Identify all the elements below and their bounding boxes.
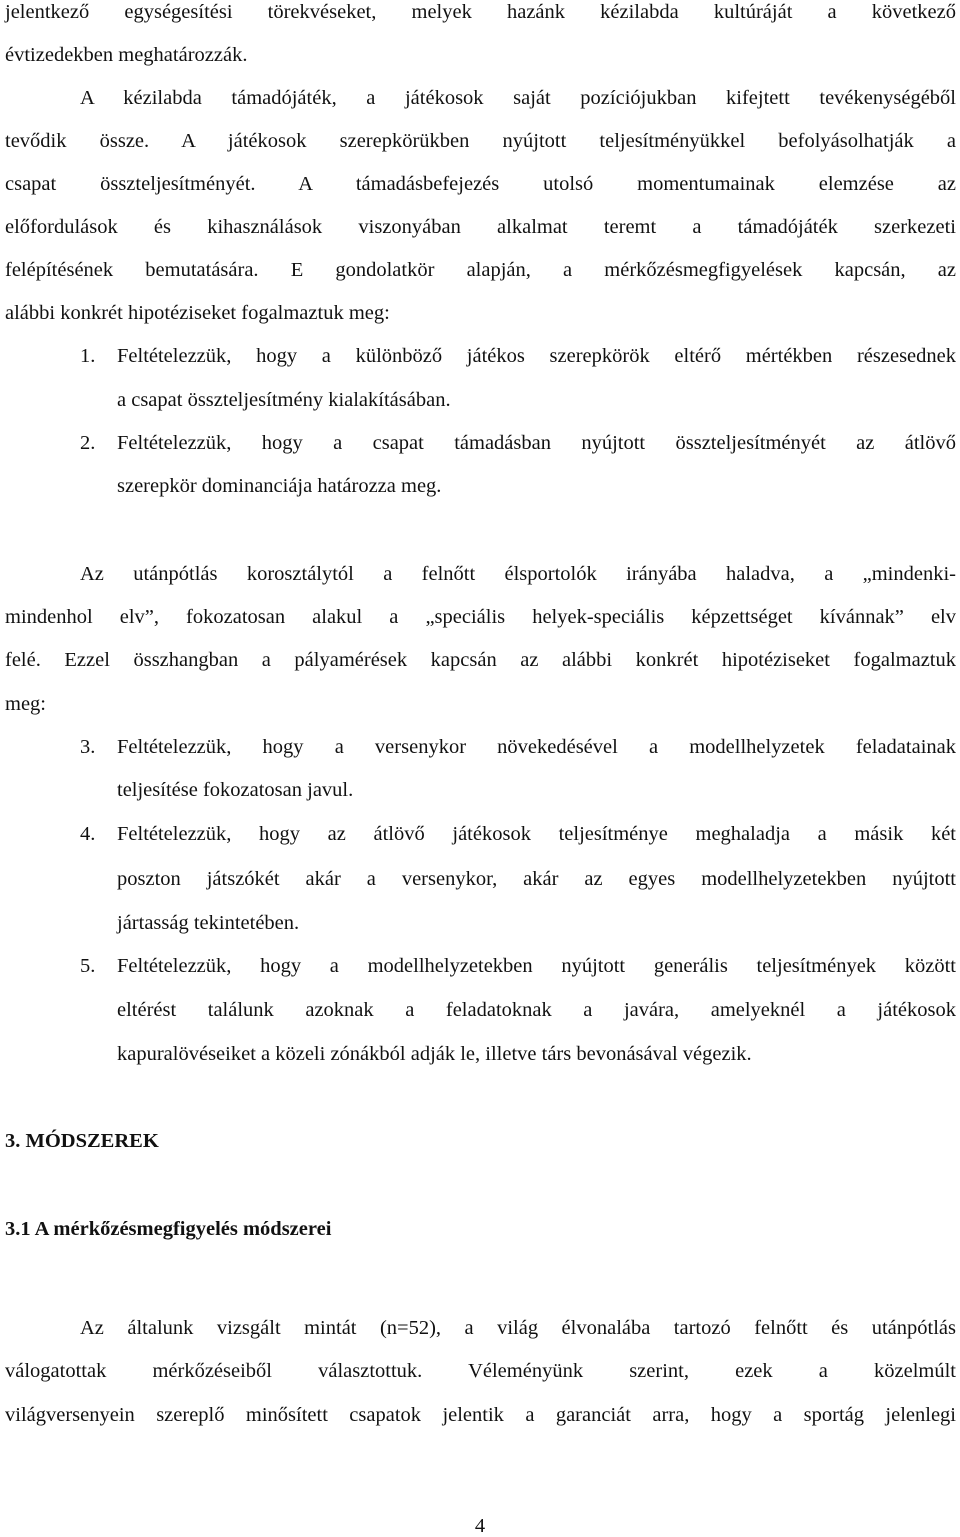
hypothesis-text-line: a csapat összteljesítmény kialakításában. bbox=[117, 389, 451, 411]
paragraph-line: jelentkező egységesítési törekvéseket, melyek hazánk kézilabda kultúráját a következő bbox=[5, 1, 956, 23]
hypothesis-text-line: Feltételezzük, hogy a modellhelyzetekben nyújtott generális teljesítmények között bbox=[117, 955, 956, 977]
page-number: 4 bbox=[474, 1515, 486, 1537]
paragraph-line: előfordulások és kihasználások viszonyában alkalmat teremt a támadójáték szerkezeti bbox=[5, 216, 956, 238]
section-heading: 3. MÓDSZEREK bbox=[5, 1130, 159, 1152]
subsection-heading: 3.1 A mérkőzésmegfigyelés módszerei bbox=[5, 1218, 332, 1240]
hypothesis-text-line: teljesítése fokozatosan javul. bbox=[117, 779, 354, 801]
paragraph-line: válogatottak mérkőzéseiből választottuk. Véleményünk szerint, ezek a közelmúlt bbox=[5, 1360, 956, 1382]
hypothesis-text-line: poszton játszókét akár a versenykor, akár az egyes modellhelyzetekben nyújtott bbox=[117, 868, 956, 890]
paragraph-line: csapat összteljesítményét. A támadásbefejezés utolsó momentumainak elemzése az bbox=[5, 173, 956, 195]
hypothesis-number: 4. bbox=[80, 823, 96, 845]
paragraph-line: felépítésének bemutatására. E gondolatkör alapján, a mérkőzésmegfigyelések kapcsán, az bbox=[5, 259, 956, 281]
hypothesis-number: 2. bbox=[80, 432, 96, 454]
paragraph-line: meg: bbox=[5, 693, 46, 715]
hypothesis-number: 5. bbox=[80, 955, 96, 977]
hypothesis-text-line: kapuralövéseiket a közeli zónákból adják le, illetve társ bevonásával végezik. bbox=[117, 1043, 752, 1065]
paragraph-line: A kézilabda támadójáték, a játékosok saját pozíciójukban kifejtett tevékenységéből bbox=[80, 87, 956, 109]
paragraph-line: tevődik össze. A játékosok szerepkörükben nyújtott teljesítményükkel befolyásolhatják a bbox=[5, 130, 956, 152]
hypothesis-number: 1. bbox=[80, 345, 96, 367]
hypothesis-text-line: eltérést találunk azoknak a feladatoknak a javára, amelyeknél a játékosok bbox=[117, 999, 956, 1021]
paragraph-line: Az utánpótlás korosztálytól a felnőtt élsportolók irányába haladva, a „mindenki- bbox=[80, 563, 956, 585]
paragraph-line: felé. Ezzel összhangban a pályamérések kapcsán az alábbi konkrét hipotéziseket fogalmaztuk bbox=[5, 649, 956, 671]
hypothesis-text-line: szerepkör dominanciája határozza meg. bbox=[117, 475, 442, 497]
hypothesis-number: 3. bbox=[80, 736, 96, 758]
paragraph-line: Az általunk vizsgált mintát (n=52), a világ élvonalába tartozó felnőtt és utánpótlás bbox=[80, 1317, 956, 1339]
paragraph-line: évtizedekben meghatározzák. bbox=[5, 44, 248, 66]
hypothesis-text-line: jártasság tekintetében. bbox=[117, 912, 300, 934]
paragraph-line: alábbi konkrét hipotéziseket fogalmaztuk meg: bbox=[5, 302, 390, 324]
hypothesis-text-line: Feltételezzük, hogy a versenykor növekedésével a modellhelyzetek feladatainak bbox=[117, 736, 956, 758]
paragraph-line: mindenhol elv”, fokozatosan alakul a „speciális helyek-speciális képzettséget kívánnak” elv bbox=[5, 606, 956, 628]
hypothesis-text-line: Feltételezzük, hogy a különböző játékos szerepkörök eltérő mértékben részesednek bbox=[117, 345, 956, 367]
hypothesis-text-line: Feltételezzük, hogy a csapat támadásban nyújtott összteljesítményét az átlövő bbox=[117, 432, 956, 454]
paragraph-line: világversenyein szereplő minősített csapatok jelentik a garanciát arra, hogy a sportág jelenlegi bbox=[5, 1404, 956, 1426]
hypothesis-text-line: Feltételezzük, hogy az átlövő játékosok teljesítménye meghaladja a másik két bbox=[117, 823, 956, 845]
